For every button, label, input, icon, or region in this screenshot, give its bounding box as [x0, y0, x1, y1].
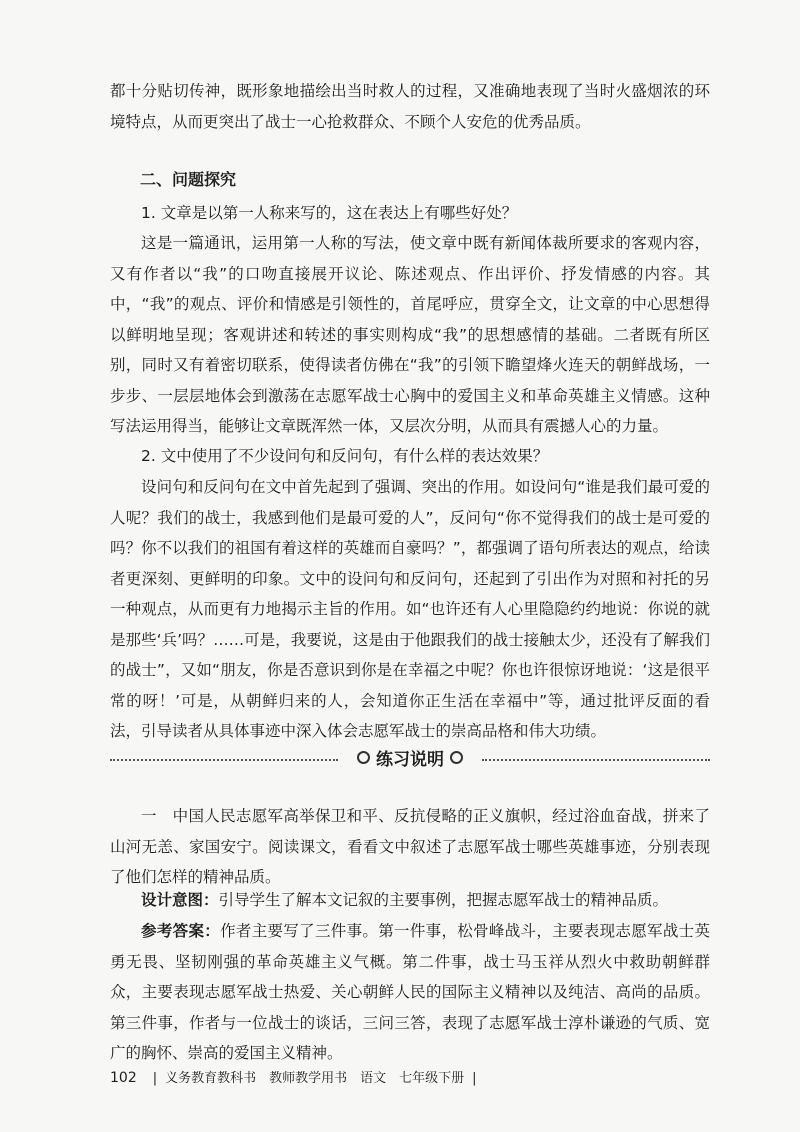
question-2: 2. 文中使用了不少设问句和反问句，有什么样的表达效果？	[141, 447, 549, 465]
page-footer	[110, 1068, 485, 1089]
reference-answer-label: 参考答案：	[141, 922, 221, 940]
question-1: 1. 文章是以第一人称来写的，这在表达上有哪些好处？	[141, 204, 518, 222]
design-intent-label: 设计意图：	[141, 891, 219, 909]
answer-1: 这是一篇通讯，运用第一人称的写法，使文章中既有新闻体裁所要求的客观内容，又有作者以“我”的口吻直接展开议论、陈述观点、作出评价、抒发情感的内容。其中，“我”的观点、评价和情感是引领性的，首尾呼应，贯穿全文，让文章的中心思想得以鲜明地呈现；客观讲述和转述的事实则构成“我”的思想感情的基础。二者既有所区别，同时又有着密切联系，使得读者仿佛在“我”的引领下瞻望烽火连天的朝鲜战场，一步步、一层层地体会到激荡在志愿军战士心胸中的爱国主义和革命英雄主义情感。这种写法运用得当，能够让文章既浑然一体，又层次分明，从而具有震撼人心的力量。	[110, 234, 710, 435]
answer-2: 设问句和反问句在文中首先起到了强调、突出的作用。如设问句“谁是我们最可爱的人呢？我们的战士，我感到他们是最可爱的人”，反问句“你不觉得我们的战士是可爱的吗？你不以我们的祖国有着这样的英雄而自豪吗？”，都强调了语句所表达的观点，给读者更深刻、更鲜明的印象。文中的设问句和反问句，还起到了引出作为对照和衬托的另一种观点，从而更有力地揭示主旨的作用。如“也许还有人心里隐隐约约地说：你说的就是那些‘兵’吗？……可是，我要说，这是由于他跟我们的战士接触太少，还没有了解我们的战士”，又如“朋友，你是否意识到你是在幸福之中呢？你也许很惊讶地说：‘这是很平常的呀！’可是，从朝鲜归来的人，会知道你正生活在幸福中”等，通过批评反面的看法，引导读者从具体事迹中深入体会志愿军战士的崇高品格和伟大功绩。	[110, 478, 710, 740]
circle-ornament-icon	[357, 751, 370, 764]
reference-answer	[110, 916, 710, 1069]
intro-paragraph: 都十分贴切传神，既形象地描绘出当时救人的过程，又准确地表现了当时火盛烟浓的环境特点，从而更突出了战士一心抢救群众、不顾个人安危的优秀品质。	[110, 82, 710, 131]
exercise-section-title: 练习说明	[376, 750, 444, 770]
footer-separator: |	[472, 1071, 477, 1086]
exercise-item-1: 一 中国人民志愿军高举保卫和平、反抗侵略的正义旗帜，经过浴血奋战，拼来了山河无恙、家国安宁。阅读课文，看看文中叙述了志愿军战士哪些英雄事迹，分别表现了他们怎样的精神品质。	[110, 807, 710, 886]
design-intent	[110, 885, 710, 916]
page-number: 102	[110, 1070, 137, 1086]
reference-answer-text: 作者主要写了三件事。第一件事，松骨峰战斗，主要表现志愿军战士英勇无畏、坚韧刚强的革命英雄主义气概。第二件事，战士马玉祥从烈火中救助朝鲜群众，主要表现志愿军战士热爱、关心朝鲜人民的国际主义精神以及纯洁、高尚的品质。第三件事，作者与一位战士的谈话，三问三答，表现了志愿军战士淳朴谦逊的气质、宽广的胸怀、崇高的爱国主义精神。	[110, 922, 710, 1062]
design-intent-text: 引导学生了解本文记叙的主要事例，把握志愿军战士的精神品质。	[218, 891, 669, 909]
exercise-section-title-wrap	[338, 748, 482, 772]
section-heading-problem-inquiry: 二、问题探究	[140, 170, 237, 189]
circle-ornament-icon	[450, 751, 463, 764]
footer-separator: |	[152, 1071, 158, 1086]
dotted-rule-right	[482, 759, 710, 761]
exercise-section-divider	[110, 748, 710, 772]
book-title: 义务教育教科书 教师教学用书 语文 七年级下册	[165, 1071, 465, 1086]
dotted-rule-left	[110, 759, 338, 761]
